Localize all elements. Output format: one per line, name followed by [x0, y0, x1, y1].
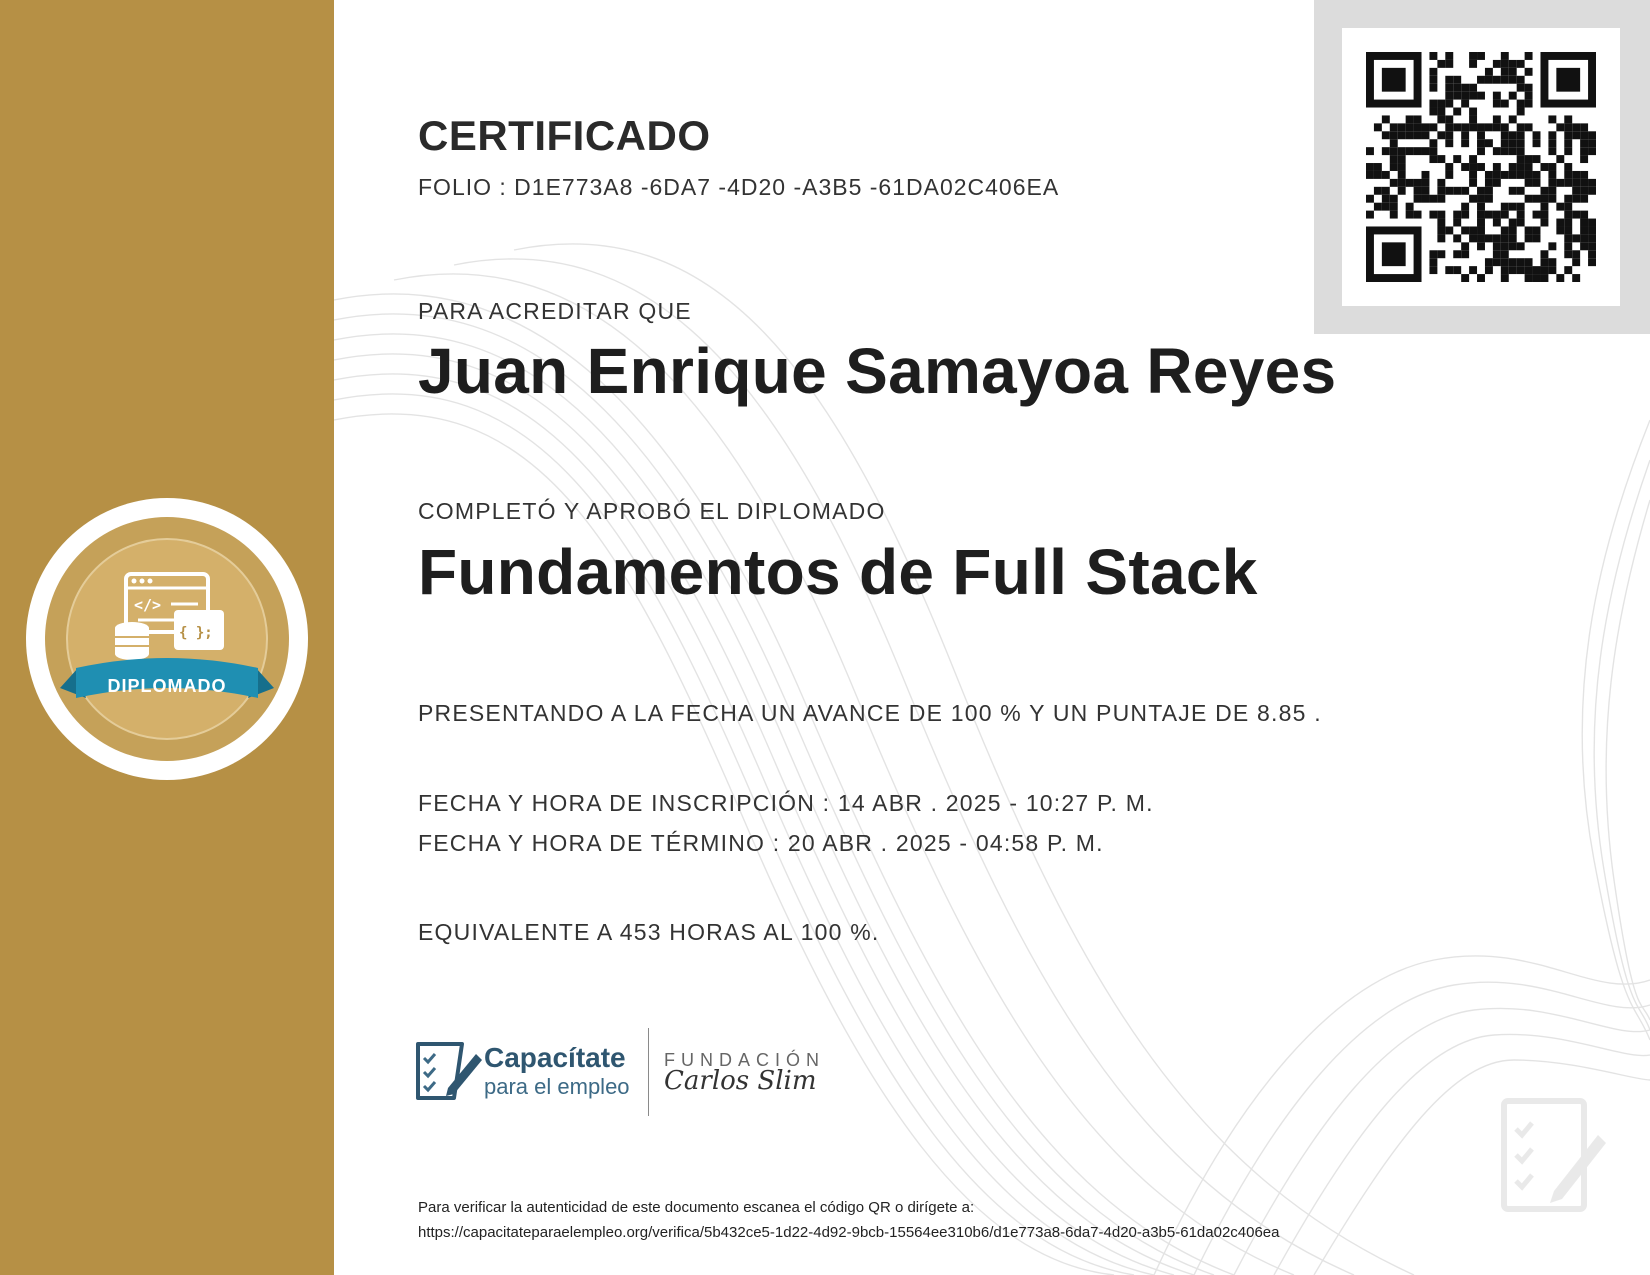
qr-code-frame: [1314, 0, 1650, 334]
verification-url-link[interactable]: https://capacitateparaelempleo.org/verifica/5b432ce5-1d22-4d92-9bcb-15564ee310b6/d1e773a8-6da7-4d20-a3b5-61da02c406ea: [418, 1224, 1280, 1241]
folio-number: FOLIO : D1E773A8 -6DA7 -4D20 -A3B5 -61DA02C406EA: [418, 174, 1060, 200]
svg-text:{ };: { };: [179, 625, 213, 641]
capacitate-checklist-icon: [414, 1036, 484, 1106]
verification-note: Para verificar la autenticidad de este documento escanea el código QR o dirígete a:: [418, 1199, 975, 1216]
capacitate-logo-title: Capacítate: [484, 1042, 626, 1073]
svg-text:</>: </>: [134, 596, 162, 614]
capacitate-logo-subtitle: para el empleo: [484, 1074, 630, 1099]
badge-graphic: [26, 498, 308, 780]
diplomado-badge: [26, 498, 308, 780]
logo-divider: [648, 1028, 649, 1116]
recipient-name: Juan Enrique Samayoa Reyes: [418, 335, 1337, 407]
course-name: Fundamentos de Full Stack: [418, 536, 1258, 608]
qr-code-panel[interactable]: [1342, 28, 1620, 306]
enrollment-date: FECHA Y HORA DE INSCRIPCIÓN : 14 ABR . 2025 - 10:27 P. M.: [418, 790, 1154, 816]
completed-label: COMPLETÓ Y APROBÓ EL DIPLOMADO: [418, 498, 886, 524]
equivalent-hours: EQUIVALENTE A 453 HORAS AL 100 %.: [418, 919, 880, 945]
accredit-label: PARA ACREDITAR QUE: [418, 298, 692, 324]
checklist-watermark-icon: [1498, 1095, 1608, 1215]
fundacion-signature-logo: Carlos Slim: [664, 1066, 817, 1096]
certificate-title: CERTIFICADO: [418, 112, 711, 159]
ribbon-label: DIPLOMADO: [107, 676, 227, 696]
progress-statement: PRESENTANDO A LA FECHA UN AVANCE DE 100 % Y UN PUNTAJE DE 8.85 .: [418, 700, 1322, 726]
fundacion-logo-title: FUNDACIÓN: [664, 1050, 825, 1070]
qr-code-icon[interactable]: [1366, 52, 1596, 282]
completion-date: FECHA Y HORA DE TÉRMINO : 20 ABR . 2025 - 04:58 P. M.: [418, 830, 1104, 856]
